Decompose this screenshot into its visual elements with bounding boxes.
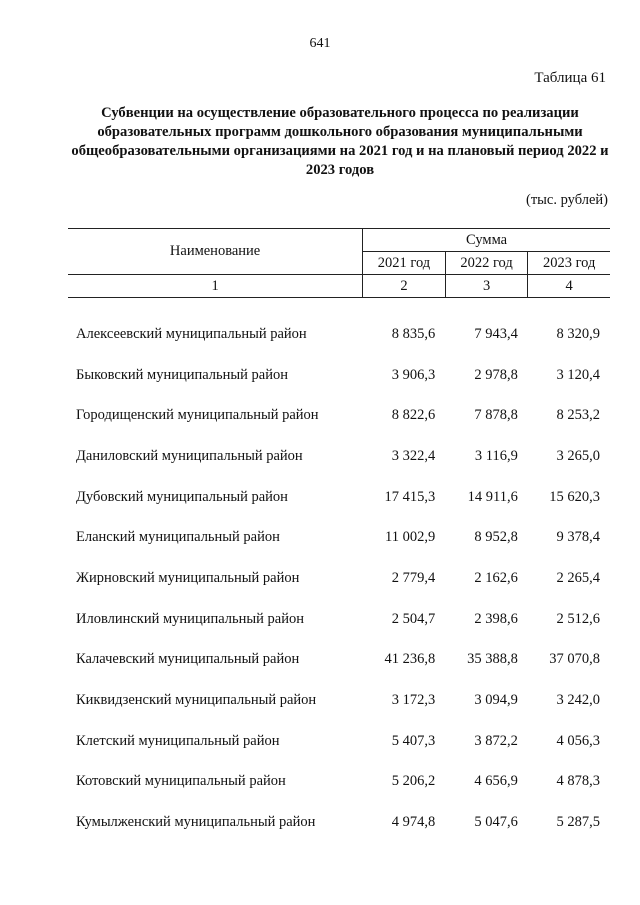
header-sum: Сумма [363, 229, 610, 252]
row-value-2023: 5 287,5 [556, 814, 600, 831]
row-value-2023: 3 242,0 [556, 692, 600, 709]
row-value-2023: 4 056,3 [556, 732, 600, 749]
row-value-2021: 2 504,7 [391, 610, 436, 627]
table-row [68, 640, 610, 681]
row-name: Котовский муниципальный район [76, 773, 286, 790]
table-row [68, 395, 610, 436]
row-value-2021: 11 002,9 [385, 529, 436, 546]
row-value-2023: 3 265,0 [556, 447, 600, 464]
row-value-2023: 15 620,3 [549, 488, 600, 505]
table-row [68, 558, 610, 599]
table-row [68, 599, 610, 640]
row-name: Дубовский муниципальный район [76, 488, 288, 505]
table-row [68, 802, 610, 843]
row-value-2022: 2 978,8 [474, 366, 518, 383]
table-label: Таблица 61 [534, 70, 606, 86]
row-value-2023: 8 320,9 [556, 325, 600, 342]
row-name: Кумылженский муниципальный район [76, 814, 316, 831]
row-value-2021: 5 407,3 [391, 732, 436, 749]
row-name: Алексеевский муниципальный район [76, 325, 307, 342]
table-header [68, 229, 610, 298]
row-value-2022: 35 388,8 [467, 651, 518, 668]
col-number-3: 3 [445, 275, 528, 298]
header-year-2022: 2022 год [445, 252, 528, 275]
table-row [68, 517, 610, 558]
page-number: 641 [309, 36, 331, 51]
header-row-col-numbers [68, 275, 610, 298]
col-number-2: 2 [363, 275, 446, 298]
col-number-1: 1 [68, 275, 363, 298]
row-value-2023: 8 253,2 [556, 407, 600, 424]
row-value-2022: 2 398,6 [474, 610, 518, 627]
table-row [68, 680, 610, 721]
row-value-2021: 8 822,6 [391, 407, 436, 424]
table-row [68, 298, 610, 355]
row-value-2022: 7 878,8 [474, 407, 518, 424]
row-name: Клетский муниципальный район [76, 732, 280, 749]
row-value-2022: 5 047,6 [474, 814, 518, 831]
row-value-2021: 5 206,2 [391, 773, 436, 790]
row-value-2021: 3 172,3 [391, 692, 436, 709]
row-value-2022: 3 872,2 [474, 732, 518, 749]
row-value-2021: 17 415,3 [384, 488, 436, 505]
units-note: (тыс. рублей) [526, 192, 608, 208]
row-name: Калачевский муниципальный район [76, 651, 300, 668]
row-name: Городищенский муниципальный район [76, 407, 319, 424]
header-name: Наименование [68, 229, 363, 275]
row-value-2022: 3 094,9 [474, 692, 518, 709]
row-value-2021: 3 322,4 [391, 447, 436, 464]
table-body [68, 298, 610, 843]
table-row [68, 762, 610, 803]
row-value-2021: 2 779,4 [391, 569, 436, 586]
table-row [68, 477, 610, 518]
row-name: Еланский муниципальный район [76, 529, 280, 546]
row-name: Иловлинский муниципальный район [76, 610, 304, 627]
row-value-2021: 8 835,6 [391, 325, 436, 342]
row-value-2023: 3 120,4 [556, 366, 600, 383]
header-year-2023: 2023 год [528, 252, 610, 275]
row-value-2022: 8 952,8 [474, 529, 518, 546]
col-number-4: 4 [528, 275, 610, 298]
row-name: Жирновский муниципальный район [76, 569, 300, 586]
header-row-top [68, 229, 610, 252]
row-value-2021: 41 236,8 [384, 651, 436, 668]
table-row [68, 355, 610, 396]
row-value-2023: 37 070,8 [549, 651, 600, 668]
row-name: Быковский муниципальный район [76, 366, 288, 383]
row-value-2023: 2 512,6 [556, 610, 600, 627]
row-value-2023: 4 878,3 [556, 773, 600, 790]
row-value-2022: 2 162,6 [474, 569, 518, 586]
document-title: Субвенции на осуществление образовательного процесса по реализации образовательных программ дошкольного образования муниципальными общеобразовательными организациями на 2021 год и на плановый период 2022 и 2023 годов [71, 105, 609, 178]
row-value-2022: 3 116,9 [474, 447, 518, 464]
subventions-table [68, 228, 610, 843]
header-year-2021: 2021 год [363, 252, 446, 275]
row-value-2023: 9 378,4 [556, 529, 600, 546]
row-value-2022: 7 943,4 [474, 325, 518, 342]
row-value-2023: 2 265,4 [556, 569, 600, 586]
table-row [68, 436, 610, 477]
row-name: Киквидзенский муниципальный район [76, 692, 317, 709]
table-row [68, 721, 610, 762]
row-value-2021: 4 974,8 [391, 814, 436, 831]
row-value-2022: 14 911,6 [467, 488, 518, 505]
row-value-2022: 4 656,9 [474, 773, 518, 790]
row-name: Даниловский муниципальный район [76, 447, 303, 464]
row-value-2021: 3 906,3 [391, 366, 436, 383]
